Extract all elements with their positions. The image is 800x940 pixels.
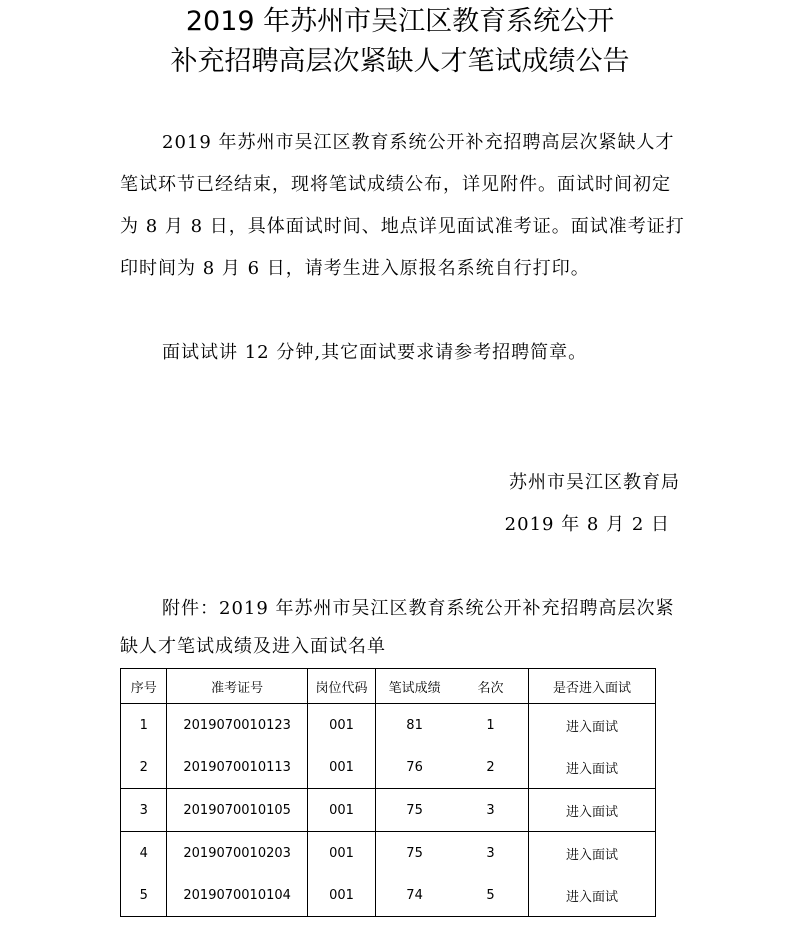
signature-date: 2019 年 8 月 2 日 [504, 514, 670, 535]
table-row [121, 874, 656, 917]
cell-index: 3 [121, 789, 167, 832]
table-header-row [121, 669, 656, 704]
cell-exam-number: 2019070010113 [167, 746, 307, 789]
table-row [121, 746, 656, 789]
cell-position-code: 001 [307, 746, 375, 789]
cell-position-code: 001 [307, 789, 375, 832]
cell-interview-status: 进入面试 [528, 704, 655, 747]
table-row [121, 704, 656, 747]
cell-index: 2 [121, 746, 167, 789]
attachment-caption [120, 590, 680, 666]
table-row [121, 832, 656, 875]
cell-score: 75 [376, 789, 453, 832]
cell-position-code: 001 [307, 704, 375, 747]
cell-score: 76 [376, 746, 453, 789]
cell-interview-status: 进入面试 [528, 746, 655, 789]
cell-score: 75 [376, 832, 453, 875]
document-title-line-1: 2019 年苏州市吴江区教育系统公开 [185, 6, 615, 37]
cell-rank: 3 [453, 789, 528, 832]
header-interview-status: 是否进入面试 [528, 669, 655, 704]
cell-exam-number: 2019070010104 [167, 874, 307, 917]
cell-score: 74 [376, 874, 453, 917]
header-position-code: 岗位代码 [307, 669, 375, 704]
cell-interview-status: 进入面试 [528, 874, 655, 917]
header-exam-number: 准考证号 [167, 669, 307, 704]
announcement-paragraph-2: 面试试讲 12 分钟,其它面试要求请参考招聘简章。 [162, 342, 588, 363]
cell-exam-number: 2019070010123 [167, 704, 307, 747]
attachment-caption-text: 附件：2019 年苏州市吴江区教育系统公开补充招聘高层次紧缺人才笔试成绩及进入面试名单 [120, 598, 675, 657]
announcement-paragraph-1 [120, 122, 685, 290]
cell-rank: 5 [453, 874, 528, 917]
cell-rank: 2 [453, 746, 528, 789]
header-score: 笔试成绩 [376, 669, 453, 704]
header-rank: 名次 [453, 669, 528, 704]
cell-exam-number: 2019070010105 [167, 789, 307, 832]
document-title-line-2: 补充招聘高层次紧缺人才笔试成绩公告 [170, 46, 630, 77]
cell-index: 4 [121, 832, 167, 875]
cell-position-code: 001 [307, 832, 375, 875]
cell-interview-status: 进入面试 [528, 789, 655, 832]
cell-index: 1 [121, 704, 167, 747]
cell-rank: 1 [486, 717, 495, 733]
header-index: 序号 [121, 669, 167, 704]
signature-organization: 苏州市吴江区教育局 [509, 472, 680, 493]
table-row [121, 789, 656, 832]
cell-exam-number: 2019070010203 [167, 832, 307, 875]
results-table [120, 668, 656, 917]
paragraph-1-text: 2019 年苏州市吴江区教育系统公开补充招聘高层次紧缺人才笔试环节已经结束，现将笔试成绩公布，详见附件。面试时间初定为 8 月 8 日，具体面试时间、地点详见面试准考证。面试准考证打印时间为 8 月 6 日，请考生进入原报名系统自行打印。 [120, 132, 685, 279]
cell-rank: 3 [486, 845, 495, 861]
cell-index: 5 [121, 874, 167, 917]
cell-position-code: 001 [307, 874, 375, 917]
cell-score: 81 [376, 704, 453, 747]
cell-interview-status: 进入面试 [528, 832, 655, 875]
